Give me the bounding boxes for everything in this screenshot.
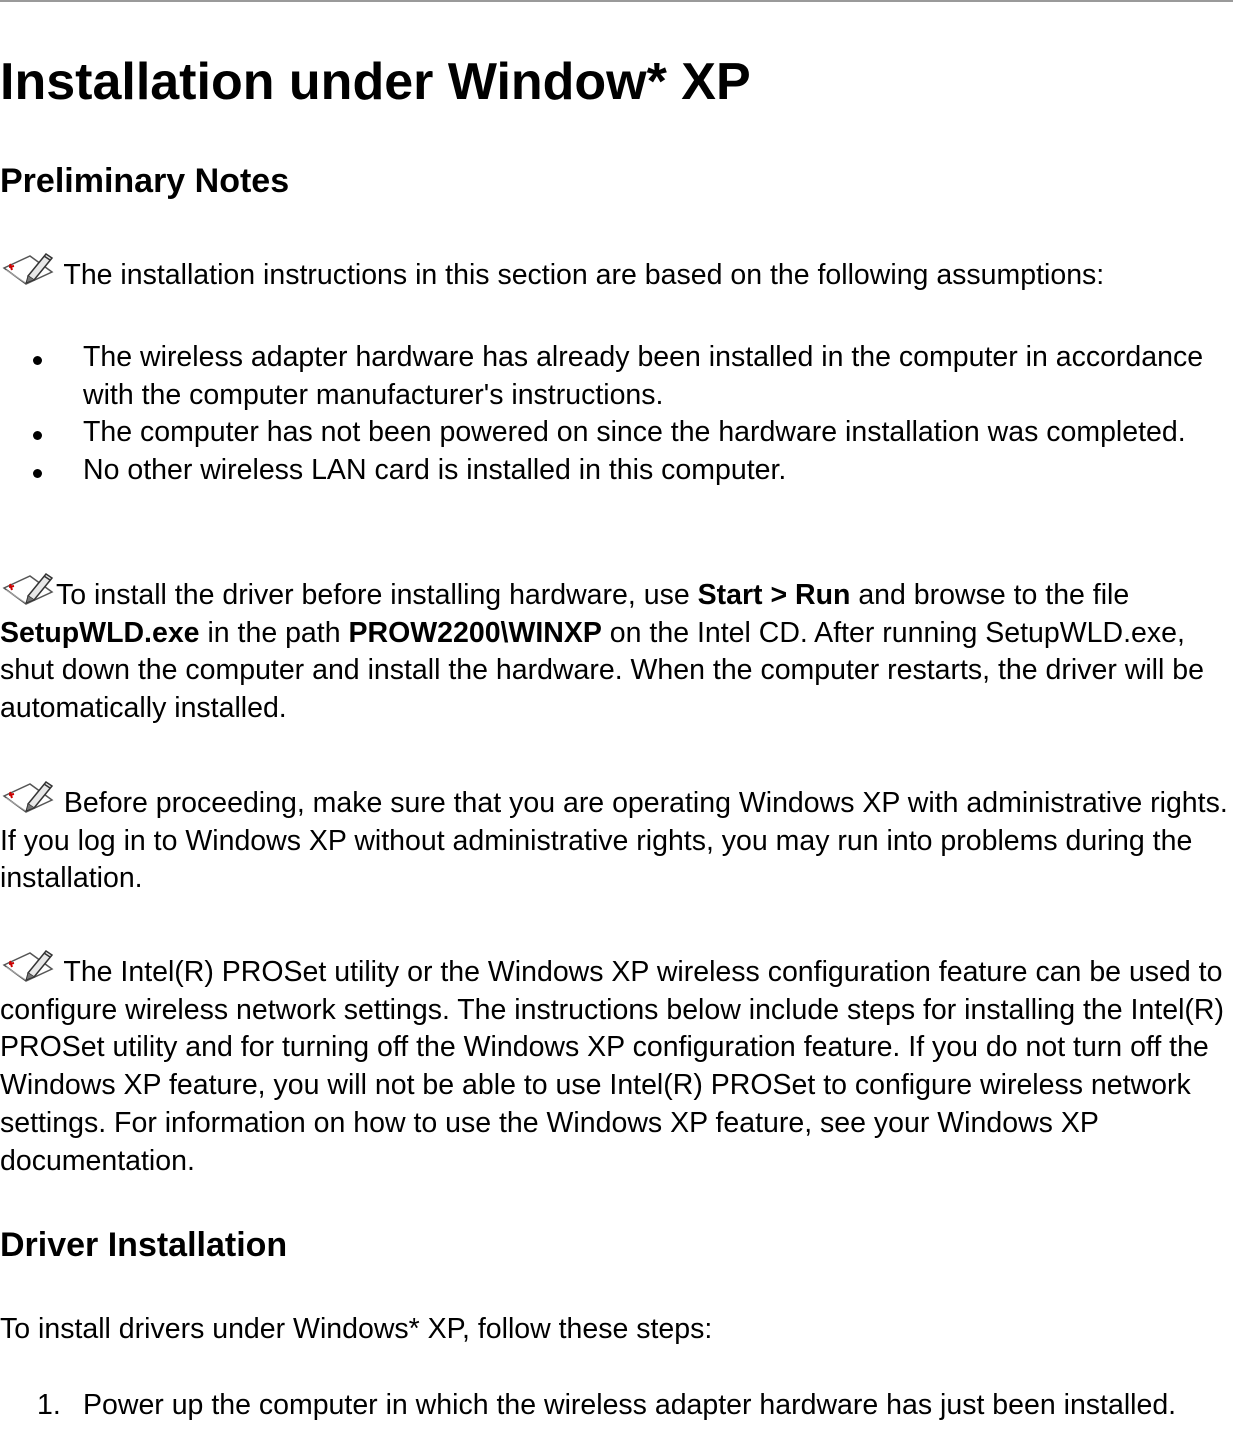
note-pencil-icon (0, 947, 56, 987)
list-item (0, 452, 1230, 490)
folder-path: PROW2200\WINXP (348, 616, 602, 649)
note-pencil-icon (0, 778, 56, 818)
step-number: 1. (37, 1389, 61, 1421)
menu-path-start-run: Start > Run (697, 579, 851, 611)
list-item (0, 414, 1230, 452)
note-proset-utility (0, 947, 1230, 1180)
note-install-driver-first (0, 570, 1230, 728)
list-item (0, 339, 1230, 414)
note-assumptions-text: The installation instructions in this section are based on the following assumptions: (63, 259, 1105, 291)
step-text: Power up the computer in which the wireless adapter hardware has just been installed. (83, 1389, 1177, 1421)
bullet-icon (33, 356, 42, 365)
note-admin-rights-text: Before proceeding, make sure that you are operating Windows XP with administrative rights. If you log in to Windows XP without administrative rights, you may run into problems during the installation. (0, 787, 1228, 895)
note-proset-utility-text: The Intel(R) PROSet utility or the Windows XP wireless configuration feature can be used to configure wireless network settings. The instructions below include steps for installing the Intel(R) PROSet utility and for turning off the Windows XP configuration feature. If you do not turn off the Windows XP feature, you will not be able to use Intel(R) PROSet to configure wireless network settings. For information on how to use the Windows XP feature, see your Windows XP documentation. (0, 956, 1224, 1177)
note-text: on the Intel CD. After running SetupWLD.exe, shut down the computer and install the hardware. When the computer restarts, the driver will be automatically installed. (0, 616, 1204, 725)
assumptions-list (0, 339, 1230, 490)
bullet-icon (33, 469, 42, 478)
driver-intro: To install drivers under Windows* XP, follow these steps: (0, 1313, 713, 1345)
list-item-text: The wireless adapter hardware has already been installed in the computer in accordance with the computer manufacturer's instructions. (83, 341, 1204, 411)
list-item-text: No other wireless LAN card is installed in this computer. (83, 454, 787, 487)
note-pencil-icon (0, 570, 56, 610)
note-admin-rights (0, 778, 1230, 898)
page-title: Installation under Window* XP (0, 53, 751, 111)
filename-setupwld: SetupWLD.exe (0, 616, 200, 649)
section-heading-driver-installation: Driver Installation (0, 1226, 288, 1264)
list-item (0, 1387, 1230, 1425)
top-divider (0, 0, 1233, 2)
note-assumptions (0, 250, 1230, 295)
note-text: in the path (199, 616, 349, 649)
note-text: To install the driver before installing hardware, use (56, 579, 698, 611)
note-text: and browse to the file (850, 579, 1130, 611)
driver-steps-list (0, 1387, 1230, 1425)
list-item-text: The computer has not been powered on since the hardware installation was completed. (83, 416, 1186, 449)
bullet-icon (33, 431, 42, 440)
section-heading-preliminary-notes: Preliminary Notes (0, 162, 290, 200)
note-pencil-icon (0, 250, 56, 290)
